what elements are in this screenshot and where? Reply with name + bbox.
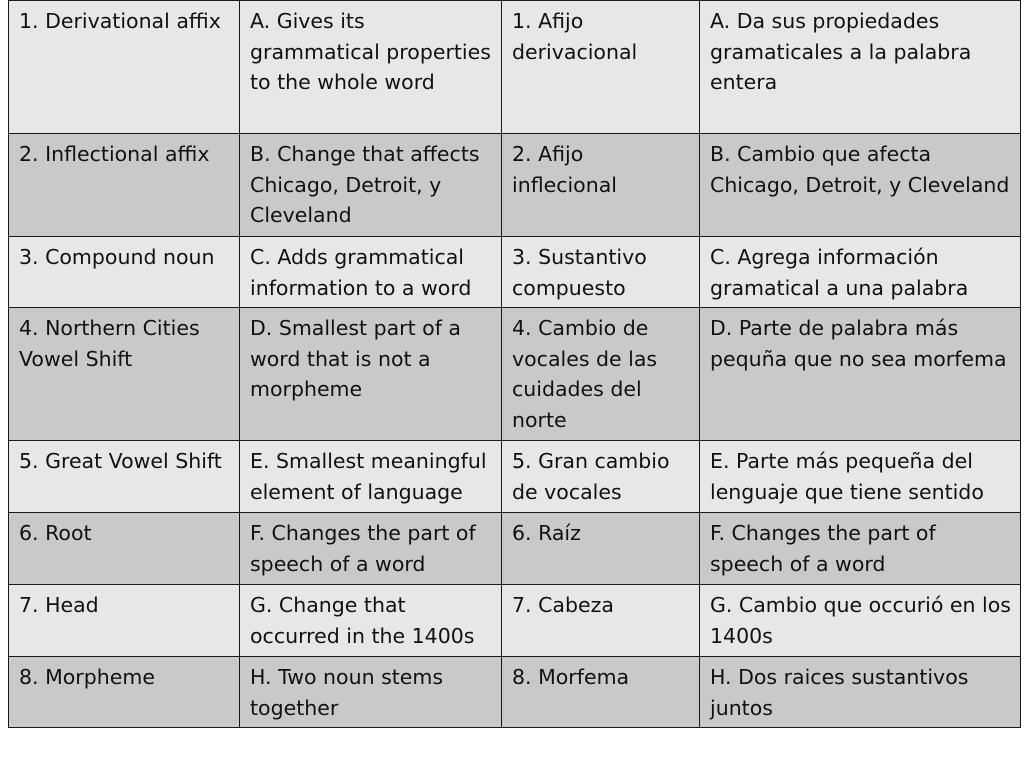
definition-english-cell: B. Change that affects Chicago, Detroit, y Cleveland	[240, 134, 502, 237]
definition-spanish-cell: H. Dos raices sustantivos juntos	[700, 657, 1021, 728]
definition-spanish-cell: B. Cambio que afecta Chicago, Detroit, y Cleveland	[700, 134, 1021, 237]
definition-spanish-cell: G. Cambio que occurió en los 1400s	[700, 585, 1021, 657]
term-english-cell: 6. Root	[9, 513, 240, 585]
term-english-cell: 3. Compound noun	[9, 237, 240, 308]
table-row	[9, 134, 1021, 237]
definition-english-cell: H. Two noun stems together	[240, 657, 502, 728]
term-english-cell: 8. Morpheme	[9, 657, 240, 728]
term-spanish-cell: 8. Morfema	[502, 657, 700, 728]
definition-english-cell: E. Smallest meaningful element of language	[240, 441, 502, 513]
term-english-cell: 1. Derivational affix	[9, 1, 240, 134]
term-spanish-cell: 1. Afijo derivacional	[502, 1, 700, 134]
definition-spanish-cell: C. Agrega información gramatical a una palabra	[700, 237, 1021, 308]
term-spanish-cell: 2. Afijo inflecional	[502, 134, 700, 237]
table-row	[9, 308, 1021, 441]
term-english-cell: 5. Great Vowel Shift	[9, 441, 240, 513]
term-spanish-cell: 6. Raíz	[502, 513, 700, 585]
definition-english-cell: G. Change that occurred in the 1400s	[240, 585, 502, 657]
term-english-cell: 4. Northern Cities Vowel Shift	[9, 308, 240, 441]
table-row	[9, 657, 1021, 728]
table-row	[9, 1, 1021, 134]
definition-english-cell: D. Smallest part of a word that is not a morpheme	[240, 308, 502, 441]
definition-spanish-cell: E. Parte más pequeña del lenguaje que tiene sentido	[700, 441, 1021, 513]
term-english-cell: 7. Head	[9, 585, 240, 657]
table-row	[9, 585, 1021, 657]
definition-spanish-cell: D. Parte de palabra más pequña que no sea morfema	[700, 308, 1021, 441]
vocabulary-matching-table	[8, 0, 1021, 728]
table-row	[9, 237, 1021, 308]
term-spanish-cell: 5. Gran cambio de vocales	[502, 441, 700, 513]
definition-english-cell: A. Gives its grammatical properties to the whole word	[240, 1, 502, 134]
term-spanish-cell: 4. Cambio de vocales de las cuidades del norte	[502, 308, 700, 441]
table-row	[9, 513, 1021, 585]
definition-spanish-cell: A. Da sus propiedades gramaticales a la palabra entera	[700, 1, 1021, 134]
term-spanish-cell: 7. Cabeza	[502, 585, 700, 657]
definition-english-cell: F. Changes the part of speech of a word	[240, 513, 502, 585]
definition-spanish-cell: F. Changes the part of speech of a word	[700, 513, 1021, 585]
definition-english-cell: C. Adds grammatical information to a word	[240, 237, 502, 308]
term-english-cell: 2. Inflectional affix	[9, 134, 240, 237]
term-spanish-cell: 3. Sustantivo compuesto	[502, 237, 700, 308]
table-row	[9, 441, 1021, 513]
